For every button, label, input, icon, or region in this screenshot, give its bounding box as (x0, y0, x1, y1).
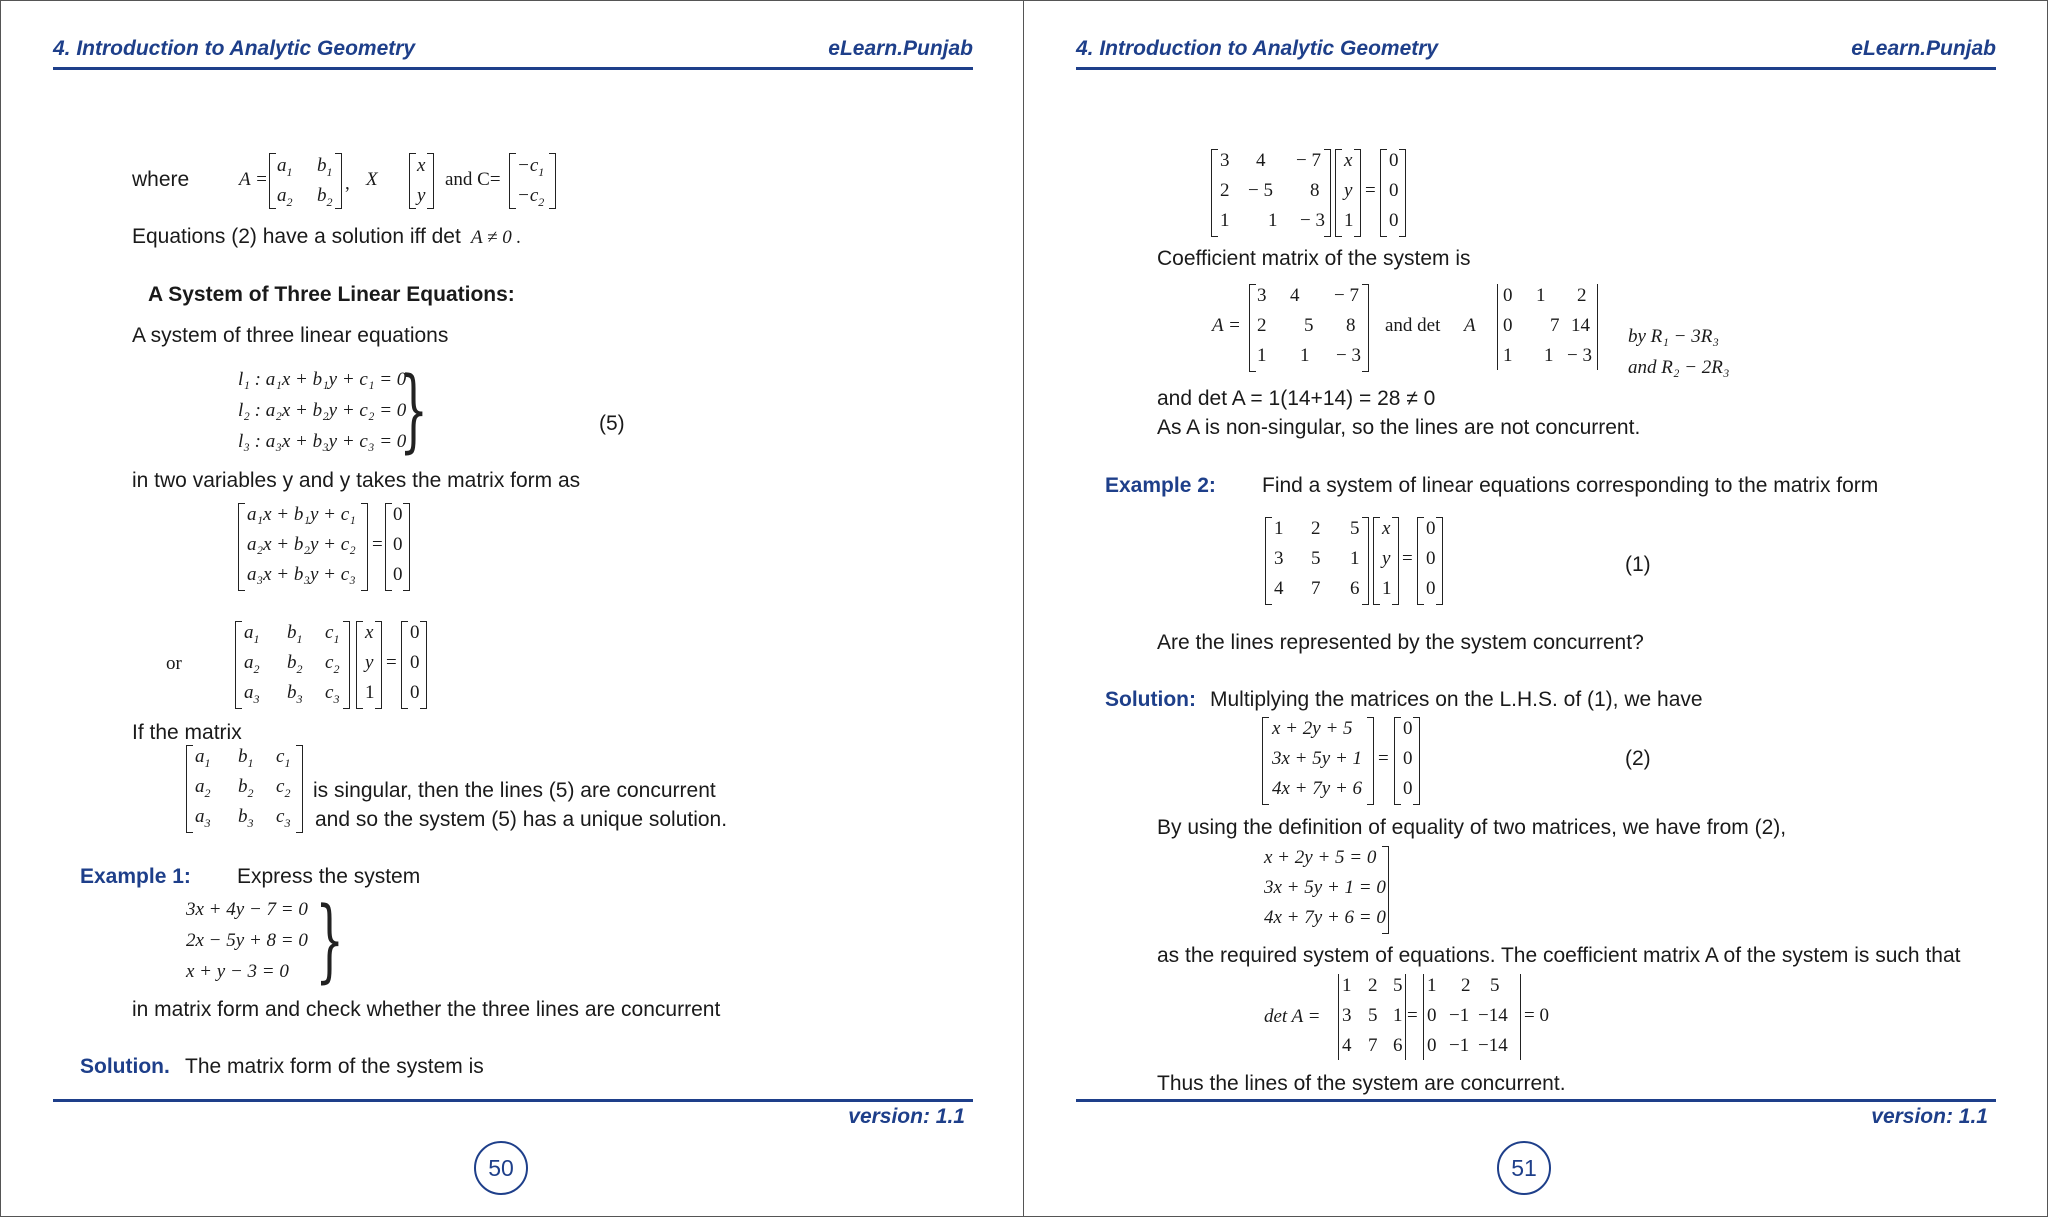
matrix-bracket (235, 621, 242, 709)
determinant-bar (1423, 974, 1424, 1060)
matrix-bracket (1394, 717, 1401, 805)
matrix-bracket (1335, 149, 1342, 237)
matrix-bracket (269, 153, 276, 209)
row-operation-1: by R₁ − 3R₃ (1628, 326, 1719, 347)
chapter-title: 4. Introduction to Analytic Geometry (53, 37, 416, 60)
matrix-cell: 1 (1342, 975, 1352, 996)
matrix-cell: 0 (1426, 518, 1436, 539)
matrix-cell: 0 (1389, 210, 1399, 231)
matrix-bracket (296, 745, 303, 833)
matrix-cell: x (1344, 150, 1353, 171)
system-eq-2: 2x − 5y + 8 = 0 (186, 930, 308, 951)
matrix-cell: 8 (1310, 180, 1320, 201)
matrix-cell: 7 (1368, 1035, 1378, 1056)
matrix-cell: 0 (1403, 778, 1413, 799)
where-text: where (132, 168, 190, 191)
matrix-cell: 3 (1274, 548, 1284, 569)
determinant-bar (1405, 974, 1406, 1060)
matrix-cell: 2 (1311, 518, 1321, 539)
matrix-cell: 1 (1268, 210, 1278, 231)
matrix-cell: 0 (393, 504, 403, 525)
matrix-cell: −1 (1449, 1005, 1470, 1026)
A-equals: A = (1212, 315, 1241, 336)
matrix-cell: 4 (1342, 1035, 1352, 1056)
matrix-cell: 0 (1389, 180, 1399, 201)
matrix-cell: 2 (1220, 180, 1230, 201)
solution-text: The matrix form of the system is (185, 1055, 484, 1078)
non-singular-text: As A is non-singular, so the lines are not concurrent. (1157, 416, 1641, 439)
equation-number-2: (2) (1625, 747, 1651, 770)
example-2-text: Find a system of linear equations corresponding to the matrix form (1262, 474, 1879, 497)
matrix-bracket (385, 503, 392, 591)
matrix-bracket (1265, 517, 1272, 605)
matrix-cell: 6 (1350, 578, 1360, 599)
conclusion-text: Thus the lines of the system are concurrent. (1157, 1072, 1566, 1095)
matrix-cell: 3 (1342, 1005, 1352, 1026)
matrix-cell: 8 (1346, 315, 1356, 336)
determinant-bar (1497, 284, 1498, 370)
matrix-cell: 1 (1274, 518, 1284, 539)
matrix-cell: 2 (1257, 315, 1267, 336)
matrix-cell: 1 (1257, 345, 1267, 366)
matrix-cell: −14 (1478, 1005, 1508, 1026)
matrix-cell: 0 (393, 534, 403, 555)
matrix-cell: y (1344, 180, 1353, 201)
det-value-text: and det A = 1(14+14) = 28 ≠ 0 (1157, 387, 1436, 410)
matrix-bracket (1211, 149, 1218, 237)
matrix-cell: $c_2$ (276, 776, 291, 800)
matrix-bracket (1249, 284, 1256, 372)
system-intro: A system of three linear equations (132, 324, 449, 347)
matrix-cell: $a_2$ (244, 652, 260, 676)
matrix-cell: $a_1$ (195, 746, 211, 770)
equation-l3: l₃ : a₃x + b₃y + c₃ = 0 (238, 431, 407, 452)
page-header (1076, 37, 1996, 70)
matrix-cell: 4 (1290, 285, 1300, 306)
matrix-bracket (1262, 717, 1269, 805)
product-row-1: x + 2y + 5 (1272, 718, 1353, 739)
matrix-bracket (1436, 517, 1443, 605)
matrix-cell: 1 (365, 682, 375, 703)
det-A-equals: det A = (1264, 1006, 1321, 1027)
matrix-cell: $b_2$ (287, 652, 303, 676)
col-row-2: a₂x + b₂y + c₂ (247, 534, 356, 555)
system-eq-3: 4x + 7y + 6 = 0 (1264, 907, 1386, 928)
page-number: 51 (1497, 1141, 1551, 1195)
matrix-cell: 0 (410, 622, 420, 643)
math-symbol: = (372, 534, 383, 555)
matrix-cell: $a_3$ (244, 682, 260, 706)
math-symbol: = (1378, 748, 1389, 769)
matrix-bracket (1362, 284, 1369, 372)
matrix-cell: $a_2$ (277, 185, 293, 209)
system-eq-1: x + 2y + 5 = 0 (1264, 847, 1377, 868)
matrix-cell: 1 (1220, 210, 1230, 231)
matrix-bracket (335, 153, 342, 209)
matrix-cell: 6 (1393, 1035, 1403, 1056)
A-symbol: A (1464, 315, 1476, 336)
matrix-cell: − 5 (1248, 180, 1273, 201)
matrix-cell: 2 (1577, 285, 1587, 306)
equation-l2: l₂ : a₂x + b₂y + c₂ = 0 (238, 400, 407, 421)
product-row-3: 4x + 7y + 6 (1272, 778, 1363, 799)
matrix-cell: − 3 (1567, 345, 1592, 366)
matrix-cell: 5 (1368, 1005, 1378, 1026)
matrix-bracket (1367, 717, 1374, 805)
matrix-cell: $b_3$ (287, 682, 303, 706)
matrix-cell: x (1382, 518, 1391, 539)
matrix-bracket (375, 621, 382, 709)
matrix-cell: $b_2$ (238, 776, 254, 800)
row-operation-2: and R₂ − 2R₃ (1628, 357, 1730, 378)
solution-label: Solution. (80, 1055, 170, 1078)
matrix-cell: −1 (1449, 1035, 1470, 1056)
matrix-cell: 0 (1426, 548, 1436, 569)
matrix-bracket (409, 153, 416, 209)
matrix-cell: 5 (1490, 975, 1500, 996)
matrix-cell: 1 (1393, 1005, 1403, 1026)
matrix-cell: $b_2$ (317, 185, 333, 209)
or-text: or (166, 653, 182, 674)
solution-text: Multiplying the matrices on the L.H.S. of (1), we have (1210, 688, 1703, 711)
col-row-3: a₃x + b₃y + c₃ (247, 564, 356, 585)
if-matrix-text: If the matrix (132, 721, 242, 744)
matrix-cell: 0 (1426, 578, 1436, 599)
matrix-cell: 1 (1344, 210, 1354, 231)
determinant-bar (1597, 284, 1598, 370)
matrix-bracket (1392, 517, 1399, 605)
matrix-cell: $a_2$ (195, 776, 211, 800)
page-number: 50 (474, 1141, 528, 1195)
matrix-bracket (1413, 717, 1420, 805)
matrix-bracket (1399, 149, 1406, 237)
matrix-cell: $c_2$ (325, 652, 340, 676)
version-label: version: 1.1 (848, 1105, 965, 1128)
matrix-cell: y (417, 185, 426, 206)
matrix-cell: 0 (1389, 150, 1399, 171)
and-det: and det (1385, 315, 1441, 336)
check-text: in matrix form and check whether the three lines are concurrent (132, 998, 721, 1021)
matrix-cell: − 7 (1296, 150, 1321, 171)
example-1-text: Express the system (237, 865, 421, 888)
matrix-bracket (343, 621, 350, 709)
matrix-cell: 3 (1220, 150, 1230, 171)
product-row-2: 3x + 5y + 1 (1272, 748, 1363, 769)
matrix-cell: 0 (1503, 285, 1513, 306)
col-row-1: a₁x + b₁y + c₁ (247, 504, 356, 525)
matrix-bracket (1382, 846, 1389, 934)
matrix-bracket (1380, 149, 1387, 237)
determinant-bar (1338, 974, 1339, 1060)
matrix-bracket (1362, 517, 1369, 605)
where-A: A = (239, 169, 268, 190)
matrix-cell: $b_1$ (238, 746, 254, 770)
matrix-cell: $b_1$ (317, 155, 333, 179)
math-symbol: = (1402, 548, 1413, 569)
eq2-math: A ≠ 0 . (471, 227, 522, 248)
matrix-cell: 1 (1300, 345, 1310, 366)
matrix-bracket (509, 153, 516, 209)
math-symbol: = 0 (1524, 1005, 1549, 1026)
required-text: as the required system of equations. The coefficient matrix A of the system is such that (1157, 944, 1961, 967)
chapter-title: 4. Introduction to Analytic Geometry (1076, 37, 1439, 60)
brand: eLearn.Punjab (1851, 37, 1996, 60)
matrix-cell: $c_3$ (325, 682, 340, 706)
page-footer (1076, 1099, 1996, 1132)
matrix-bracket (1354, 149, 1361, 237)
matrix-cell: y (365, 652, 374, 673)
equation-l1: l₁ : a₁x + b₁y + c₁ = 0 (238, 369, 407, 390)
page-51 (1024, 0, 2048, 1217)
matrix-cell: 5 (1350, 518, 1360, 539)
matrix-cell: 0 (410, 652, 420, 673)
matrix-cell: 3 (1257, 285, 1267, 306)
determinant-bar (1520, 974, 1521, 1060)
brace-icon: } (399, 358, 428, 463)
matrix-cell: − 7 (1334, 285, 1359, 306)
matrix-cell: $c_3$ (276, 806, 291, 830)
matrix-cell: $a_3$ (195, 806, 211, 830)
matrix-cell: $c_1$ (325, 622, 340, 646)
math-symbol: = (1407, 1005, 1418, 1026)
matrix-bracket (1417, 517, 1424, 605)
equation-number-5: (5) (599, 412, 625, 435)
system-eq-3: x + y − 3 = 0 (186, 961, 289, 982)
solution-label: Solution: (1105, 688, 1196, 711)
matrix-cell: 0 (410, 682, 420, 703)
section-title: A System of Three Linear Equations: (148, 283, 515, 306)
matrix-cell: 0 (1427, 1005, 1437, 1026)
example-2-label: Example 2: (1105, 474, 1216, 497)
matrix-cell: $-c_2$ (517, 185, 545, 209)
matrix-cell: $b_1$ (287, 622, 303, 646)
matrix-bracket (1324, 149, 1331, 237)
matrix-bracket (1373, 517, 1380, 605)
singular-line-2: and so the system (5) has a unique solution. (315, 808, 728, 831)
matrix-cell: $a_1$ (277, 155, 293, 179)
matrix-cell: 1 (1503, 345, 1513, 366)
matrix-cell: 0 (1427, 1035, 1437, 1056)
matrix-cell: − 3 (1300, 210, 1325, 231)
matrix-bracket (186, 745, 193, 833)
matrix-cell: 1 (1536, 285, 1546, 306)
matrix-cell: 4 (1256, 150, 1266, 171)
system-eq-2: 3x + 5y + 1 = 0 (1264, 877, 1386, 898)
matrix-cell: 1 (1544, 345, 1554, 366)
coefficient-text: Coefficient matrix of the system is (1157, 247, 1471, 270)
math-symbol: = (386, 652, 397, 673)
matrix-cell: 7 (1550, 315, 1560, 336)
example-1-label: Example 1: (80, 865, 191, 888)
matrix-cell: 5 (1393, 975, 1403, 996)
where-andC: and C= (445, 169, 501, 190)
matrix-cell: 14 (1571, 315, 1590, 336)
matrix-cell: $a_1$ (244, 622, 260, 646)
matrix-cell: 0 (1503, 315, 1513, 336)
matrix-cell: 0 (1403, 718, 1413, 739)
matrix-cell: 5 (1311, 548, 1321, 569)
singular-line-1: is singular, then the lines (5) are concurrent (313, 779, 716, 802)
matrix-bracket (401, 621, 408, 709)
matrix-cell: 2 (1461, 975, 1471, 996)
brand: eLearn.Punjab (828, 37, 973, 60)
matrix-cell: 1 (1382, 578, 1392, 599)
matrix-cell: 1 (1350, 548, 1360, 569)
matrix-bracket (403, 503, 410, 591)
matrix-form-text: in two variables y and y takes the matrix form as (132, 469, 581, 492)
matrix-cell: 4 (1274, 578, 1284, 599)
matrix-bracket (549, 153, 556, 209)
matrix-cell: $b_3$ (238, 806, 254, 830)
matrix-cell: 5 (1304, 315, 1314, 336)
concurrent-question: Are the lines represented by the system concurrent? (1157, 631, 1644, 654)
version-label: version: 1.1 (1871, 1105, 1988, 1128)
page-footer (53, 1099, 973, 1132)
matrix-bracket (361, 503, 368, 591)
matrix-cell: −14 (1478, 1035, 1508, 1056)
page-header (53, 37, 973, 70)
math-symbol: , (345, 173, 350, 194)
eq2-text: Equations (2) have a solution iff det (132, 225, 461, 248)
system-eq-1: 3x + 4y − 7 = 0 (186, 899, 308, 920)
matrix-cell: 2 (1368, 975, 1378, 996)
matrix-cell: x (365, 622, 374, 643)
where-X: X (366, 169, 378, 190)
brace-icon: } (315, 888, 344, 993)
matrix-bracket (238, 503, 245, 591)
matrix-cell: 0 (1403, 748, 1413, 769)
equation-number-1: (1) (1625, 553, 1651, 576)
math-symbol: = (1365, 180, 1376, 201)
matrix-bracket (356, 621, 363, 709)
equality-text: By using the definition of equality of two matrices, we have from (2), (1157, 816, 1787, 839)
matrix-cell: $c_1$ (276, 746, 291, 770)
matrix-cell: − 3 (1336, 345, 1361, 366)
matrix-cell: 1 (1427, 975, 1437, 996)
matrix-cell: 7 (1311, 578, 1321, 599)
matrix-cell: x (417, 155, 426, 176)
matrix-bracket (420, 621, 427, 709)
matrix-bracket (427, 153, 434, 209)
matrix-cell: 0 (393, 564, 403, 585)
matrix-cell: y (1382, 548, 1391, 569)
matrix-cell: $-c_1$ (517, 155, 545, 179)
